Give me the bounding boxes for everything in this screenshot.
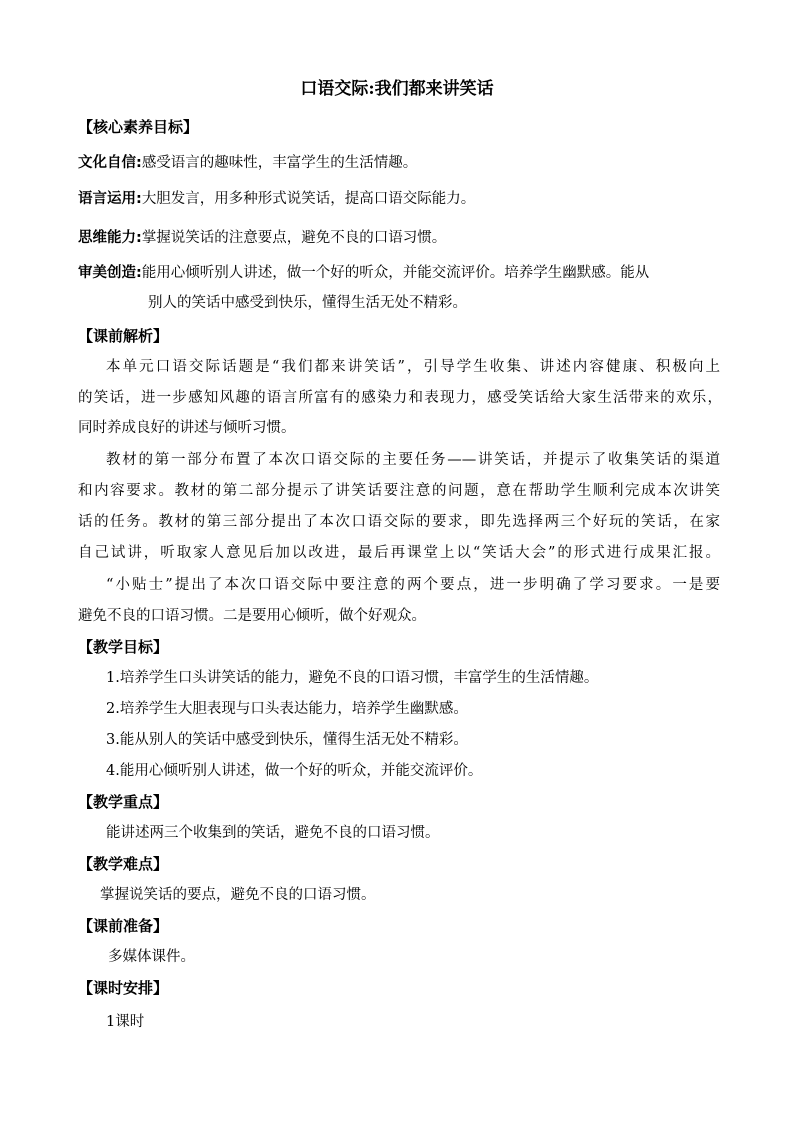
- analysis-line: 的笑话，进一步感知风趣的语言所富有的感染力和表现力，感受笑话给大家生活带来的欢乐，: [78, 390, 722, 406]
- analysis-line: 教材的第一部分布置了本次口语交际的主要任务——讲笑话，并提示了收集笑话的渠道: [106, 452, 720, 468]
- analysis-line: “小贴士”提出了本次口语交际中要注意的两个要点，进一步明确了学习要求。一是要: [106, 577, 720, 593]
- goal-thinking: [78, 228, 446, 248]
- goal-label: 文化自信:: [78, 155, 142, 171]
- key-points-text: 能讲述两三个收集到的笑话，避免不良的口语习惯。: [106, 825, 440, 841]
- objective-item: 2.培养学生大胆表现与口头表达能力，培养学生幽默感。: [106, 701, 468, 717]
- goal-text: 能用心倾听别人讲述，做一个好的听众，并能交流评价。培养学生幽默感。能从: [141, 265, 650, 281]
- analysis-line: 避免不良的口语习惯。二是要用心倾听，做个好观众。: [78, 608, 426, 624]
- section-heading-key-points: 【教学重点】: [78, 793, 169, 811]
- goal-text: 掌握说笑话的注意要点，避免不良的口语习惯。: [141, 230, 447, 246]
- section-heading-objectives: 【教学目标】: [78, 638, 169, 656]
- analysis-line: 自己试讲，听取家人意见后加以改进，最后再课堂上以“笑话大会”的形式进行成果汇报。: [78, 545, 720, 561]
- section-heading-preparation: 【课前准备】: [78, 917, 169, 935]
- difficulties-text: 掌握说笑话的要点，避免不良的口语习惯。: [100, 887, 376, 903]
- analysis-line: 本单元口语交际话题是“我们都来讲笑话”，引导学生收集、讲述内容健康、积极向上: [106, 359, 720, 375]
- goal-text: 感受语言的趣味性，丰富学生的生活情趣。: [141, 155, 418, 171]
- analysis-line: 和内容要求。教材的第二部分提示了讲笑话要注意的问题，意在帮助学生顺利完成本次讲笑: [78, 483, 720, 499]
- section-heading-difficulties: 【教学难点】: [78, 855, 169, 873]
- goal-aesthetic: [78, 263, 649, 283]
- preparation-text: 多媒体课件。: [108, 949, 195, 965]
- goal-aesthetic-continued: 别人的笑话中感受到快乐，懂得生活无处不精彩。: [148, 295, 467, 311]
- section-heading-schedule: 【课时安排】: [78, 979, 169, 997]
- page-title: 口语交际:我们都来讲笑话: [300, 79, 494, 99]
- objective-item: 4.能用心倾听别人讲述，做一个好的听众，并能交流评价。: [106, 763, 483, 779]
- section-heading-core-goals: 【核心素养目标】: [78, 118, 199, 136]
- objective-item: 1.培养学生口头讲笑话的能力，避免不良的口语习惯，丰富学生的生活情趣。: [106, 670, 599, 686]
- objective-item: 3.能从别人的笑话中感受到快乐，懂得生活无处不精彩。: [106, 732, 468, 748]
- goal-label: 审美创造:: [78, 265, 142, 281]
- analysis-line: 话的任务。教材的第三部分提出了本次口语交际的要求，即先选择两三个好玩的笑话，在家: [78, 514, 720, 530]
- goal-text: 大胆发言，用多种形式说笑话，提高口语交际能力。: [141, 191, 476, 207]
- section-heading-analysis: 【课前解析】: [78, 327, 169, 345]
- goal-label: 语言运用:: [78, 191, 142, 207]
- analysis-line: 同时养成良好的讲述与倾听习惯。: [78, 420, 296, 436]
- schedule-text: 1课时: [106, 1014, 145, 1030]
- goal-language: [78, 189, 475, 209]
- goal-label: 思维能力:: [78, 230, 142, 246]
- goal-culture: [78, 153, 417, 173]
